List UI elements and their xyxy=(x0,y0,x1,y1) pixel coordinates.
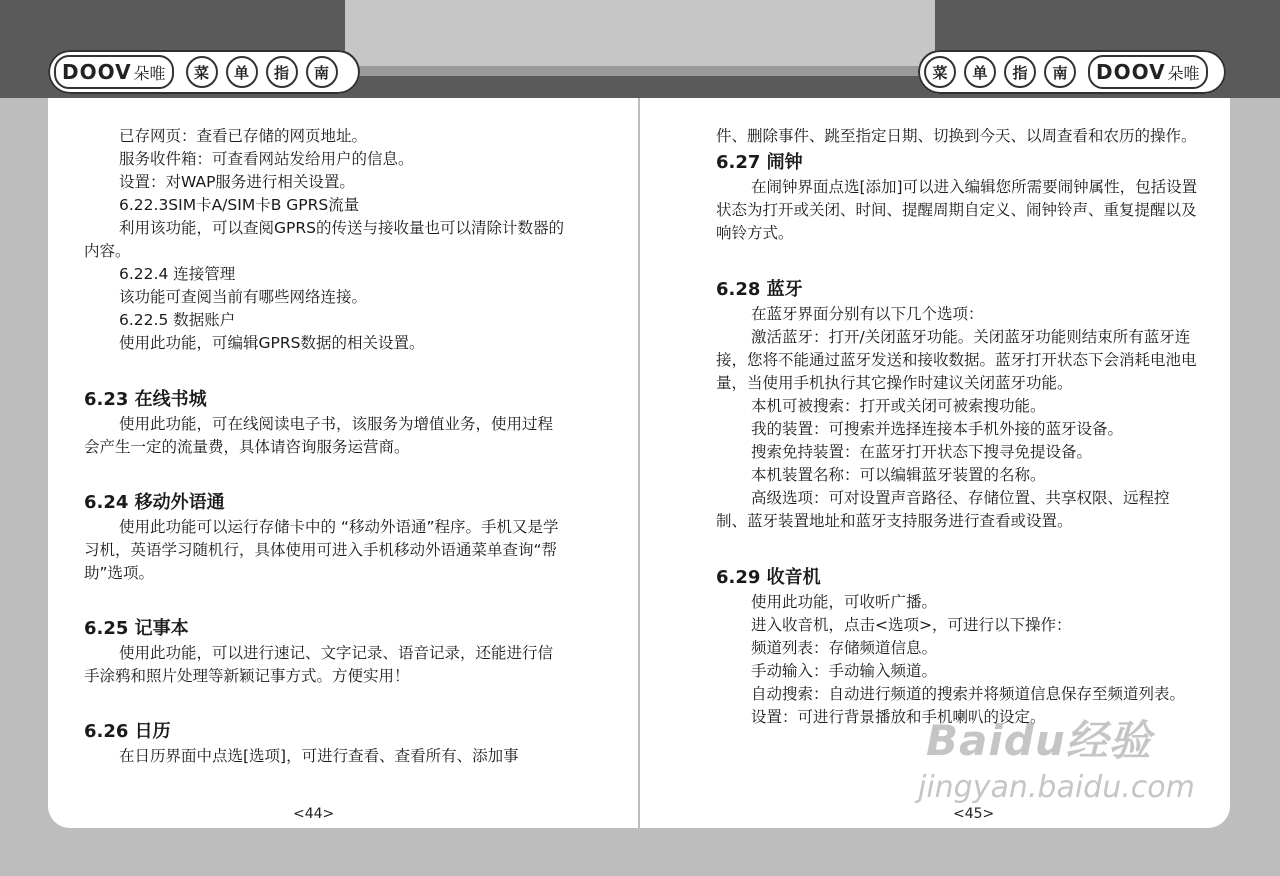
paragraph: 6.22.4 连接管理 xyxy=(119,265,236,283)
section-heading: 6.24 移动外语通 xyxy=(84,492,225,513)
paragraph: 使用此功能，可在线阅读电子书，该服务为增值业务，使用过程会产生一定的流量费，具体请咨询服务运营商。 xyxy=(84,415,554,456)
header-center-strip xyxy=(345,66,935,76)
paragraph: 使用此功能可以运行存储卡中的 “移动外语通”程序。手机又是学习机，英语学习随机行，具体使用可进入手机移动外语通菜单查询“帮助”选项。 xyxy=(84,518,559,582)
doov-logo xyxy=(1088,55,1208,89)
paragraph: 手动输入：手动输入频道。 xyxy=(751,662,938,680)
menu-guide-title xyxy=(924,56,1076,88)
paragraph: 搜索免持装置：在蓝牙打开状态下搜寻免提设备。 xyxy=(751,443,1093,461)
paragraph: 设置：对WAP服务进行相关设置。 xyxy=(119,173,355,191)
menu-char: 南 xyxy=(306,56,338,88)
header-center-panel xyxy=(345,0,935,66)
paragraph: 本机装置名称：可以编辑蓝牙装置的名称。 xyxy=(751,466,1046,484)
section-heading: 6.23 在线书城 xyxy=(84,389,207,410)
paragraph: 6.22.3SIM卡A/SIM卡B GPRS流量 xyxy=(119,196,360,214)
paragraph: 在蓝牙界面分别有以下几个选项： xyxy=(751,305,984,323)
paragraph: 进入收音机，点击<选项>，可进行以下操作： xyxy=(751,616,1072,634)
logo-cn-text: 朵唯 xyxy=(133,63,166,83)
paragraph: 使用此功能，可编辑GPRS数据的相关设置。 xyxy=(119,334,425,352)
right-header-pill xyxy=(918,50,1226,94)
paragraph: 本机可被搜索：打开或关闭可被索搜功能。 xyxy=(751,397,1046,415)
menu-guide-title xyxy=(186,56,338,88)
paragraph: 使用此功能，可以进行速记、文字记录、语音记录，还能进行信手涂鸦和照片处理等新颖记事方式。方便实用！ xyxy=(84,644,554,685)
paragraph: 我的装置：可搜索并选择连接本手机外接的蓝牙设备。 xyxy=(751,420,1124,438)
menu-char: 南 xyxy=(1044,56,1076,88)
paragraph: 设置：可进行背景播放和手机喇叭的设定。 xyxy=(751,708,1046,726)
section-heading: 6.26 日历 xyxy=(84,721,171,742)
paragraph: 在闹钟界面点选[添加]可以进入编辑您所需要闹钟属性，包括设置状态为打开或关闭、时间、提醒周期自定义、闹钟铃声、重复提醒以及响铃方式。 xyxy=(716,178,1198,242)
menu-char: 单 xyxy=(964,56,996,88)
left-page-content xyxy=(84,125,564,768)
paragraph: 已存网页：查看已存储的网页地址。 xyxy=(119,127,368,145)
left-header-pill xyxy=(48,50,360,94)
watermark-url: jingyan.baidu.com xyxy=(918,770,1195,805)
logo-cn-text: 朵唯 xyxy=(1167,63,1200,83)
paragraph: 在日历界面中点选[选项]，可进行查看、查看所有、添加事 xyxy=(119,747,519,765)
logo-text: DOOV xyxy=(1096,60,1166,84)
paragraph: 利用该功能，可以查阅GPRS的传送与接收量也可以清除计数器的内容。 xyxy=(84,219,564,260)
paragraph: 该功能可查阅当前有哪些网络连接。 xyxy=(119,288,368,306)
watermark-brand: Baidu经验 xyxy=(926,716,1152,765)
section-heading: 6.25 记事本 xyxy=(84,618,189,639)
paragraph: 件、删除事件、跳至指定日期、切换到今天、以周查看和农历的操作。 xyxy=(716,127,1197,145)
section-heading: 6.27 闹钟 xyxy=(716,152,803,173)
paragraph: 激活蓝牙：打开/关闭蓝牙功能。关闭蓝牙功能则结束所有蓝牙连接，您将不能通过蓝牙发送和接收数据。蓝牙打开状态下会消耗电池电量，当使用手机执行其它操作时建议关闭蓝牙功能。 xyxy=(716,328,1197,392)
menu-char: 菜 xyxy=(924,56,956,88)
menu-char: 菜 xyxy=(186,56,218,88)
page-number: <45> xyxy=(953,806,995,822)
paragraph: 高级选项：可对设置声音路径、存储位置、共享权限、远程控制、蓝牙装置地址和蓝牙支持服务进行查看或设置。 xyxy=(716,489,1170,530)
menu-char: 指 xyxy=(266,56,298,88)
menu-char: 单 xyxy=(226,56,258,88)
section-heading: 6.29 收音机 xyxy=(716,567,821,588)
paragraph: 6.22.5 数据账户 xyxy=(119,311,236,329)
paragraph: 使用此功能，可收听广播。 xyxy=(751,593,938,611)
doov-logo xyxy=(54,55,174,89)
page-number: <44> xyxy=(293,806,335,822)
paragraph: 频道列表：存储频道信息。 xyxy=(751,639,938,657)
right-page-content xyxy=(716,125,1198,729)
section-heading: 6.28 蓝牙 xyxy=(716,279,803,300)
paragraph: 自动搜索：自动进行频道的搜索并将频道信息保存至频道列表。 xyxy=(751,685,1186,703)
paragraph: 服务收件箱：可查看网站发给用户的信息。 xyxy=(119,150,414,168)
logo-text: DOOV xyxy=(62,60,132,84)
menu-char: 指 xyxy=(1004,56,1036,88)
